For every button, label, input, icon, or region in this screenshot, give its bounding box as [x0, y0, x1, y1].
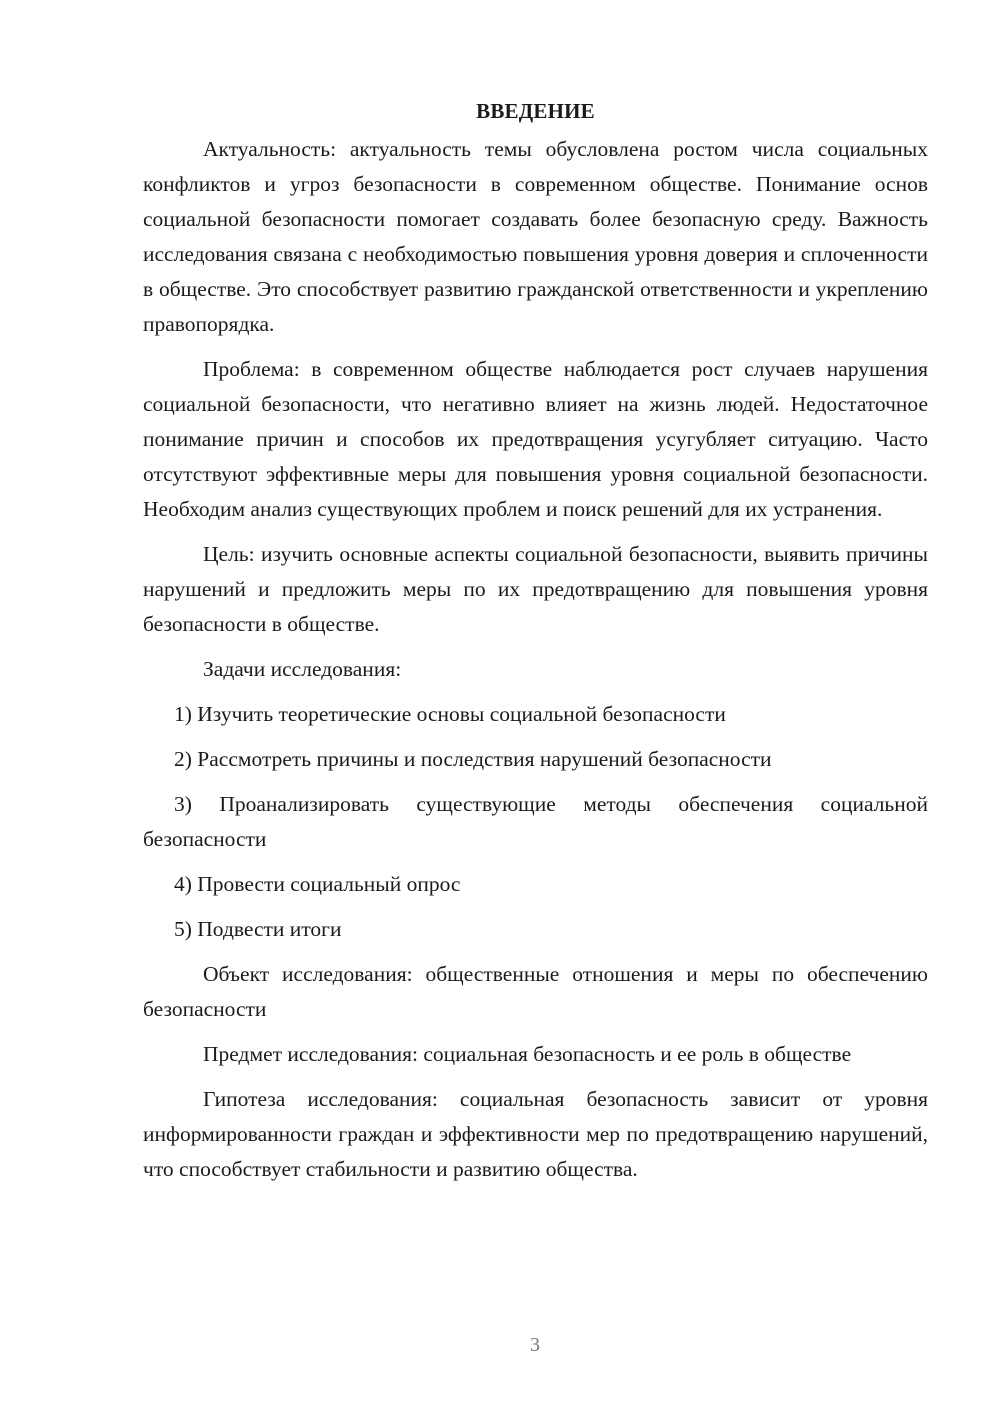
- task-item-2: 2) Рассмотреть причины и последствия нарушений безопасности: [174, 747, 772, 771]
- paragraph-relevance: Актуальность: актуальность темы обусловлена ростом числа социальных конфликтов и угроз безопасности в современном обществе. Понимание основ социальной безопасности помогает создавать более безопасную среду. Важность исследования связана с необходимостью повышения уровня доверия и сплоченности в обществе. Это способствует развитию гражданской ответственности и укреплению правопорядка.: [143, 137, 928, 336]
- task-item-3: 3) Проанализировать существующие методы обеспечения социальной безопасности: [143, 792, 928, 851]
- task-item-5: 5) Подвести итоги: [174, 917, 342, 941]
- paragraph-hypothesis: Гипотеза исследования: социальная безопасность зависит от уровня информированности граждан и эффективности мер по предотвращению нарушений, что способствует стабильности и развитию общества.: [143, 1087, 928, 1181]
- paragraph-problem: Проблема: в современном обществе наблюдается рост случаев нарушения социальной безопасности, что негативно влияет на жизнь людей. Недостаточное понимание причин и способов их предотвращения усугубляет ситуацию. Часто отсутствуют эффективные меры для повышения уровня социальной безопасности. Необходим анализ существующих проблем и поиск решений для их устранения.: [143, 357, 928, 521]
- tasks-title: Задачи исследования:: [203, 657, 402, 681]
- page-number: 3: [530, 1334, 540, 1356]
- paragraph-goal: Цель: изучить основные аспекты социальной безопасности, выявить причины нарушений и предложить меры по их предотвращению для повышения уровня безопасности в обществе.: [143, 542, 928, 636]
- section-heading: ВВЕДЕНИЕ: [476, 99, 595, 123]
- paragraph-object: Объект исследования: общественные отношения и меры по обеспечению безопасности: [143, 962, 928, 1021]
- task-item-1: 1) Изучить теоретические основы социальной безопасности: [174, 702, 726, 726]
- task-item-4: 4) Провести социальный опрос: [174, 872, 461, 896]
- document-page: [143, 96, 928, 1187]
- paragraph-subject: Предмет исследования: социальная безопасность и ее роль в обществе: [203, 1042, 852, 1066]
